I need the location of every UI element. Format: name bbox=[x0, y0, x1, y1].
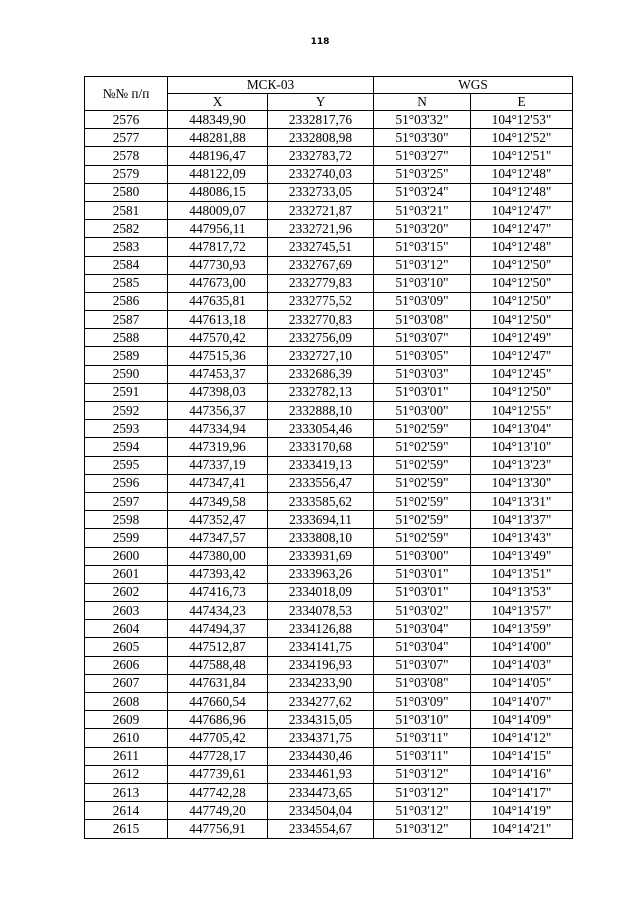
cell-n: 51°03'15" bbox=[374, 238, 471, 256]
cell-n: 51°03'20" bbox=[374, 220, 471, 238]
cell-number: 2594 bbox=[85, 438, 168, 456]
cell-n: 51°03'07" bbox=[374, 656, 471, 674]
cell-n: 51°02'59" bbox=[374, 438, 471, 456]
cell-n: 51°02'59" bbox=[374, 474, 471, 492]
table-row bbox=[85, 183, 573, 201]
table-row bbox=[85, 347, 573, 365]
header-x: X bbox=[168, 94, 268, 111]
cell-number: 2613 bbox=[85, 783, 168, 801]
cell-x: 447393,42 bbox=[168, 565, 268, 583]
cell-y: 2333170,68 bbox=[268, 438, 374, 456]
cell-y: 2332767,69 bbox=[268, 256, 374, 274]
cell-y: 2334461,93 bbox=[268, 765, 374, 783]
cell-y: 2332745,51 bbox=[268, 238, 374, 256]
cell-n: 51°03'04" bbox=[374, 638, 471, 656]
cell-x: 447705,42 bbox=[168, 729, 268, 747]
cell-y: 2333556,47 bbox=[268, 474, 374, 492]
cell-e: 104°12'55" bbox=[471, 402, 573, 420]
cell-x: 448349,90 bbox=[168, 111, 268, 129]
cell-n: 51°02'59" bbox=[374, 456, 471, 474]
cell-n: 51°03'03" bbox=[374, 365, 471, 383]
cell-e: 104°13'43" bbox=[471, 529, 573, 547]
cell-x: 447494,37 bbox=[168, 620, 268, 638]
cell-e: 104°13'04" bbox=[471, 420, 573, 438]
cell-e: 104°14'03" bbox=[471, 656, 573, 674]
cell-n: 51°03'01" bbox=[374, 383, 471, 401]
table-row bbox=[85, 420, 573, 438]
cell-n: 51°03'12" bbox=[374, 256, 471, 274]
cell-n: 51°03'09" bbox=[374, 693, 471, 711]
cell-x: 447319,96 bbox=[168, 438, 268, 456]
cell-e: 104°12'45" bbox=[471, 365, 573, 383]
cell-y: 2334371,75 bbox=[268, 729, 374, 747]
cell-e: 104°13'31" bbox=[471, 492, 573, 510]
cell-x: 447380,00 bbox=[168, 547, 268, 565]
cell-y: 2332770,83 bbox=[268, 311, 374, 329]
cell-y: 2333419,13 bbox=[268, 456, 374, 474]
cell-number: 2579 bbox=[85, 165, 168, 183]
table-row bbox=[85, 438, 573, 456]
cell-number: 2582 bbox=[85, 220, 168, 238]
cell-y: 2333931,69 bbox=[268, 547, 374, 565]
table-row bbox=[85, 201, 573, 219]
cell-y: 2333054,46 bbox=[268, 420, 374, 438]
cell-n: 51°03'10" bbox=[374, 711, 471, 729]
cell-e: 104°13'37" bbox=[471, 511, 573, 529]
cell-y: 2332888,10 bbox=[268, 402, 374, 420]
table-row bbox=[85, 711, 573, 729]
cell-number: 2589 bbox=[85, 347, 168, 365]
cell-e: 104°14'16" bbox=[471, 765, 573, 783]
cell-number: 2610 bbox=[85, 729, 168, 747]
cell-n: 51°03'01" bbox=[374, 565, 471, 583]
cell-y: 2332721,87 bbox=[268, 201, 374, 219]
table-row bbox=[85, 802, 573, 820]
table-row bbox=[85, 747, 573, 765]
cell-x: 447730,93 bbox=[168, 256, 268, 274]
cell-y: 2334126,88 bbox=[268, 620, 374, 638]
cell-x: 447337,19 bbox=[168, 456, 268, 474]
table-row bbox=[85, 456, 573, 474]
cell-number: 2605 bbox=[85, 638, 168, 656]
cell-number: 2588 bbox=[85, 329, 168, 347]
cell-n: 51°02'59" bbox=[374, 420, 471, 438]
cell-number: 2587 bbox=[85, 311, 168, 329]
cell-number: 2586 bbox=[85, 292, 168, 310]
table-row bbox=[85, 147, 573, 165]
table-row bbox=[85, 311, 573, 329]
cell-e: 104°12'48" bbox=[471, 238, 573, 256]
cell-y: 2333963,26 bbox=[268, 565, 374, 583]
cell-x: 447739,61 bbox=[168, 765, 268, 783]
cell-x: 447398,03 bbox=[168, 383, 268, 401]
cell-y: 2332782,13 bbox=[268, 383, 374, 401]
cell-x: 447742,28 bbox=[168, 783, 268, 801]
table-row bbox=[85, 820, 573, 838]
cell-n: 51°03'12" bbox=[374, 765, 471, 783]
table-row bbox=[85, 583, 573, 601]
cell-y: 2334315,05 bbox=[268, 711, 374, 729]
cell-x: 447686,96 bbox=[168, 711, 268, 729]
cell-n: 51°03'12" bbox=[374, 820, 471, 838]
table-row bbox=[85, 783, 573, 801]
table-header bbox=[85, 77, 573, 111]
cell-number: 2603 bbox=[85, 602, 168, 620]
table-row bbox=[85, 383, 573, 401]
cell-n: 51°02'59" bbox=[374, 511, 471, 529]
cell-e: 104°12'50" bbox=[471, 311, 573, 329]
cell-y: 2334277,62 bbox=[268, 693, 374, 711]
cell-number: 2599 bbox=[85, 529, 168, 547]
cell-x: 447956,11 bbox=[168, 220, 268, 238]
cell-y: 2332775,52 bbox=[268, 292, 374, 310]
cell-x: 447756,91 bbox=[168, 820, 268, 838]
table-row bbox=[85, 111, 573, 129]
cell-y: 2332740,03 bbox=[268, 165, 374, 183]
cell-e: 104°13'23" bbox=[471, 456, 573, 474]
table-row bbox=[85, 129, 573, 147]
cell-x: 447434,23 bbox=[168, 602, 268, 620]
cell-number: 2581 bbox=[85, 201, 168, 219]
cell-y: 2332808,98 bbox=[268, 129, 374, 147]
table-row bbox=[85, 602, 573, 620]
cell-y: 2332783,72 bbox=[268, 147, 374, 165]
cell-number: 2600 bbox=[85, 547, 168, 565]
cell-e: 104°12'52" bbox=[471, 129, 573, 147]
table-row bbox=[85, 693, 573, 711]
cell-number: 2593 bbox=[85, 420, 168, 438]
cell-e: 104°12'50" bbox=[471, 256, 573, 274]
cell-number: 2592 bbox=[85, 402, 168, 420]
cell-y: 2334554,67 bbox=[268, 820, 374, 838]
cell-x: 447570,42 bbox=[168, 329, 268, 347]
cell-e: 104°14'17" bbox=[471, 783, 573, 801]
cell-number: 2597 bbox=[85, 492, 168, 510]
cell-number: 2598 bbox=[85, 511, 168, 529]
cell-e: 104°14'09" bbox=[471, 711, 573, 729]
cell-x: 447349,58 bbox=[168, 492, 268, 510]
cell-x: 447416,73 bbox=[168, 583, 268, 601]
cell-number: 2584 bbox=[85, 256, 168, 274]
cell-x: 448196,47 bbox=[168, 147, 268, 165]
cell-number: 2614 bbox=[85, 802, 168, 820]
cell-y: 2332721,96 bbox=[268, 220, 374, 238]
cell-x: 447728,17 bbox=[168, 747, 268, 765]
cell-e: 104°12'51" bbox=[471, 147, 573, 165]
cell-e: 104°14'12" bbox=[471, 729, 573, 747]
cell-number: 2585 bbox=[85, 274, 168, 292]
table-row bbox=[85, 474, 573, 492]
header-msk03: МСК-03 bbox=[168, 77, 374, 94]
cell-x: 448281,88 bbox=[168, 129, 268, 147]
cell-y: 2334141,75 bbox=[268, 638, 374, 656]
cell-x: 447352,47 bbox=[168, 511, 268, 529]
header-number: №№ п/п bbox=[85, 77, 168, 111]
cell-x: 447356,37 bbox=[168, 402, 268, 420]
cell-number: 2578 bbox=[85, 147, 168, 165]
cell-x: 447512,87 bbox=[168, 638, 268, 656]
cell-n: 51°03'24" bbox=[374, 183, 471, 201]
cell-x: 447749,20 bbox=[168, 802, 268, 820]
cell-x: 447588,48 bbox=[168, 656, 268, 674]
cell-e: 104°12'48" bbox=[471, 183, 573, 201]
cell-y: 2333808,10 bbox=[268, 529, 374, 547]
cell-y: 2334196,93 bbox=[268, 656, 374, 674]
page-number: 118 bbox=[310, 37, 330, 47]
header-y: Y bbox=[268, 94, 374, 111]
cell-x: 447453,37 bbox=[168, 365, 268, 383]
cell-e: 104°12'47" bbox=[471, 220, 573, 238]
cell-n: 51°03'04" bbox=[374, 620, 471, 638]
cell-e: 104°12'50" bbox=[471, 274, 573, 292]
cell-n: 51°03'08" bbox=[374, 674, 471, 692]
cell-n: 51°03'02" bbox=[374, 602, 471, 620]
cell-n: 51°03'32" bbox=[374, 111, 471, 129]
cell-x: 448086,15 bbox=[168, 183, 268, 201]
cell-number: 2606 bbox=[85, 656, 168, 674]
cell-y: 2333585,62 bbox=[268, 492, 374, 510]
cell-number: 2609 bbox=[85, 711, 168, 729]
cell-n: 51°03'12" bbox=[374, 802, 471, 820]
table-row bbox=[85, 238, 573, 256]
cell-number: 2583 bbox=[85, 238, 168, 256]
cell-number: 2590 bbox=[85, 365, 168, 383]
table-row bbox=[85, 729, 573, 747]
table-row bbox=[85, 674, 573, 692]
cell-e: 104°14'00" bbox=[471, 638, 573, 656]
header-n: N bbox=[374, 94, 471, 111]
table-row bbox=[85, 274, 573, 292]
cell-number: 2604 bbox=[85, 620, 168, 638]
cell-n: 51°03'09" bbox=[374, 292, 471, 310]
table-row bbox=[85, 292, 573, 310]
cell-y: 2332686,39 bbox=[268, 365, 374, 383]
cell-number: 2611 bbox=[85, 747, 168, 765]
cell-x: 447817,72 bbox=[168, 238, 268, 256]
cell-n: 51°03'25" bbox=[374, 165, 471, 183]
cell-y: 2332779,83 bbox=[268, 274, 374, 292]
cell-number: 2608 bbox=[85, 693, 168, 711]
table-row bbox=[85, 638, 573, 656]
cell-e: 104°13'49" bbox=[471, 547, 573, 565]
cell-n: 51°03'05" bbox=[374, 347, 471, 365]
cell-number: 2615 bbox=[85, 820, 168, 838]
table-row bbox=[85, 402, 573, 420]
table-row bbox=[85, 620, 573, 638]
header-e: E bbox=[471, 94, 573, 111]
cell-e: 104°13'10" bbox=[471, 438, 573, 456]
cell-y: 2334078,53 bbox=[268, 602, 374, 620]
cell-number: 2612 bbox=[85, 765, 168, 783]
cell-y: 2334430,46 bbox=[268, 747, 374, 765]
cell-number: 2595 bbox=[85, 456, 168, 474]
cell-e: 104°12'49" bbox=[471, 329, 573, 347]
cell-n: 51°03'12" bbox=[374, 783, 471, 801]
cell-n: 51°03'00" bbox=[374, 402, 471, 420]
cell-number: 2607 bbox=[85, 674, 168, 692]
cell-n: 51°03'01" bbox=[374, 583, 471, 601]
cell-y: 2332756,09 bbox=[268, 329, 374, 347]
table-row bbox=[85, 547, 573, 565]
cell-x: 447635,81 bbox=[168, 292, 268, 310]
table-row bbox=[85, 329, 573, 347]
cell-e: 104°12'50" bbox=[471, 292, 573, 310]
cell-x: 447613,18 bbox=[168, 311, 268, 329]
cell-e: 104°12'50" bbox=[471, 383, 573, 401]
cell-number: 2601 bbox=[85, 565, 168, 583]
cell-x: 447347,57 bbox=[168, 529, 268, 547]
table-row bbox=[85, 511, 573, 529]
cell-n: 51°03'07" bbox=[374, 329, 471, 347]
cell-x: 447673,00 bbox=[168, 274, 268, 292]
cell-e: 104°13'30" bbox=[471, 474, 573, 492]
coordinates-table bbox=[84, 76, 573, 839]
cell-n: 51°03'21" bbox=[374, 201, 471, 219]
cell-n: 51°03'30" bbox=[374, 129, 471, 147]
cell-x: 447334,94 bbox=[168, 420, 268, 438]
cell-x: 447631,84 bbox=[168, 674, 268, 692]
cell-number: 2596 bbox=[85, 474, 168, 492]
cell-e: 104°14'07" bbox=[471, 693, 573, 711]
table-row bbox=[85, 165, 573, 183]
cell-n: 51°03'11" bbox=[374, 747, 471, 765]
header-wgs: WGS bbox=[374, 77, 573, 94]
cell-n: 51°02'59" bbox=[374, 492, 471, 510]
cell-y: 2334504,04 bbox=[268, 802, 374, 820]
cell-y: 2333694,11 bbox=[268, 511, 374, 529]
cell-e: 104°13'57" bbox=[471, 602, 573, 620]
cell-e: 104°12'53" bbox=[471, 111, 573, 129]
cell-e: 104°13'59" bbox=[471, 620, 573, 638]
cell-n: 51°03'11" bbox=[374, 729, 471, 747]
cell-n: 51°03'00" bbox=[374, 547, 471, 565]
cell-e: 104°14'21" bbox=[471, 820, 573, 838]
cell-n: 51°03'08" bbox=[374, 311, 471, 329]
table-row bbox=[85, 765, 573, 783]
cell-e: 104°14'15" bbox=[471, 747, 573, 765]
table-row bbox=[85, 656, 573, 674]
cell-n: 51°03'27" bbox=[374, 147, 471, 165]
cell-e: 104°12'47" bbox=[471, 347, 573, 365]
cell-y: 2332817,76 bbox=[268, 111, 374, 129]
cell-e: 104°12'47" bbox=[471, 201, 573, 219]
cell-number: 2580 bbox=[85, 183, 168, 201]
cell-y: 2334018,09 bbox=[268, 583, 374, 601]
cell-number: 2602 bbox=[85, 583, 168, 601]
table-row bbox=[85, 256, 573, 274]
cell-e: 104°12'48" bbox=[471, 165, 573, 183]
table-row bbox=[85, 565, 573, 583]
cell-y: 2334473,65 bbox=[268, 783, 374, 801]
cell-number: 2576 bbox=[85, 111, 168, 129]
cell-y: 2332733,05 bbox=[268, 183, 374, 201]
cell-x: 447660,54 bbox=[168, 693, 268, 711]
cell-number: 2577 bbox=[85, 129, 168, 147]
cell-e: 104°14'05" bbox=[471, 674, 573, 692]
cell-y: 2332727,10 bbox=[268, 347, 374, 365]
cell-n: 51°03'10" bbox=[374, 274, 471, 292]
cell-number: 2591 bbox=[85, 383, 168, 401]
cell-x: 448009,07 bbox=[168, 201, 268, 219]
cell-e: 104°13'53" bbox=[471, 583, 573, 601]
table-row bbox=[85, 365, 573, 383]
cell-e: 104°13'51" bbox=[471, 565, 573, 583]
cell-x: 448122,09 bbox=[168, 165, 268, 183]
cell-x: 447347,41 bbox=[168, 474, 268, 492]
table-body bbox=[85, 111, 573, 839]
table-row bbox=[85, 220, 573, 238]
cell-n: 51°02'59" bbox=[374, 529, 471, 547]
table-row bbox=[85, 529, 573, 547]
cell-e: 104°14'19" bbox=[471, 802, 573, 820]
cell-x: 447515,36 bbox=[168, 347, 268, 365]
cell-y: 2334233,90 bbox=[268, 674, 374, 692]
table-row bbox=[85, 492, 573, 510]
